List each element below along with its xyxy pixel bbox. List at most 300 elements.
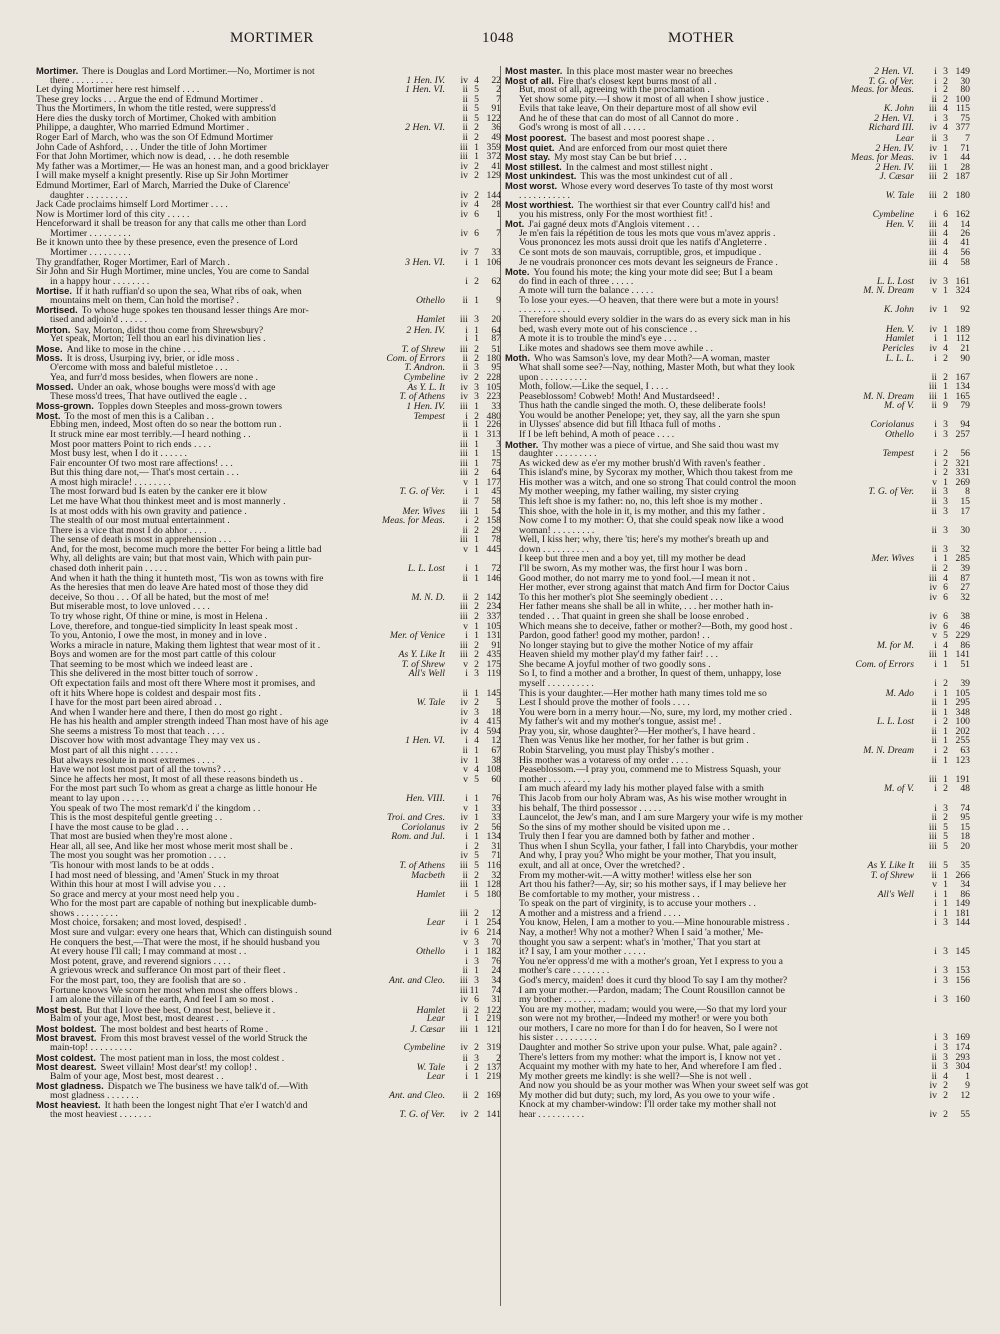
headword: Most bravest. [36, 1033, 97, 1043]
quotation-text: it? I say, I am your mother . . . . . [519, 947, 646, 957]
act-number: i [465, 793, 468, 804]
quotation-text: Robin Starveling, you must play Thisby's mother . [519, 746, 715, 756]
line-number: 71 [960, 142, 970, 153]
quotation-text: You were born in a merry hour.—No, sure, my lord, my mother cried . [519, 707, 792, 718]
quotation-text: Love, therefore, and tongue-tied simplicity In least speak most . [50, 621, 298, 632]
quotation-line [36, 918, 501, 928]
act-number: ii [931, 870, 937, 881]
play-reference: Lear [426, 1071, 445, 1082]
quotation-line [505, 363, 970, 373]
scene-number: 2 [943, 85, 948, 95]
quotation-line [505, 641, 970, 651]
headword: Mortised. [36, 305, 78, 316]
line-number: 324 [955, 286, 970, 296]
act-number: iv [460, 726, 468, 737]
quotation-text: I am much afeard my lady his mother played false with a smith [519, 784, 764, 794]
scene-number: 6 [474, 209, 479, 220]
scene-number: 3 [943, 497, 948, 507]
act-number: i [465, 1062, 468, 1072]
line-number: 180 [955, 190, 970, 201]
quotation-line [36, 660, 501, 670]
quotation-line [505, 1033, 970, 1043]
headword-entry [36, 1053, 501, 1063]
line-number: 202 [955, 726, 970, 737]
line-number: 31 [491, 841, 501, 852]
act-number: i [465, 918, 468, 929]
scene-number: 1 [474, 257, 479, 268]
quotation-line [36, 909, 501, 919]
scene-number: 2 [943, 813, 948, 823]
act-number: iii [928, 171, 937, 181]
play-reference: Hen. VIII. [405, 793, 445, 804]
quotation-line [36, 641, 501, 651]
quotation-line [36, 957, 501, 967]
quotation-line [36, 851, 501, 861]
line-number: 122 [486, 113, 501, 124]
act-number: iii [459, 152, 468, 162]
scene-number: 4 [943, 573, 948, 584]
quotation-line [36, 583, 501, 593]
line-number: 9 [965, 1081, 970, 1091]
play-reference: 2 Hen. VI. [874, 66, 914, 76]
quotation-text: Be it known unto thee by these presence, even the presence of Lord [36, 238, 298, 248]
line-number: 377 [955, 123, 970, 134]
line-number: 594 [486, 726, 501, 737]
line-number: 219 [486, 1071, 501, 1082]
scene-number: 1 [474, 439, 479, 450]
act-number: iv [929, 583, 937, 593]
line-number: 137 [486, 1062, 501, 1072]
headword-entry [505, 66, 970, 76]
act-number: iii [928, 841, 937, 852]
scene-number: 2 [474, 1042, 479, 1053]
scene-number: 6 [474, 228, 479, 239]
line-number: 372 [486, 152, 501, 162]
line-number: 145 [486, 688, 501, 699]
scene-number: 1 [474, 152, 479, 162]
play-reference: M. N. Dream [863, 391, 914, 402]
quotation-line [505, 1005, 970, 1015]
play-reference: Tempest [413, 410, 445, 421]
headword-entry [505, 267, 970, 277]
quotation-text: Be comfortable to my mother, your mistress . . [519, 889, 700, 900]
quotation-text: There's letters from my mother: what the import is, I know not yet . [519, 1052, 781, 1063]
scene-number: 2 [474, 640, 479, 651]
play-reference: Ant. and Cleo. [389, 975, 445, 986]
headword-entry [36, 1005, 501, 1015]
line-number: 153 [955, 966, 970, 976]
act-number: i [934, 679, 937, 689]
act-number: ii [462, 746, 468, 756]
act-number: i [465, 669, 468, 679]
act-number: iii [459, 343, 468, 354]
scene-number: 2 [943, 353, 948, 363]
act-number: ii [462, 1004, 468, 1015]
quotation-line [36, 363, 501, 373]
line-number: 18 [491, 707, 501, 718]
play-reference: 1 Hen. VI. [405, 736, 445, 747]
quotation-line [36, 478, 501, 488]
headword: Mossed. [36, 382, 74, 392]
quotation-text: That most are busied when they're most alone . [50, 832, 233, 842]
play-reference: Troi. and Cres. [387, 813, 445, 823]
scene-number: 2 [943, 746, 948, 756]
quotation-line [36, 373, 501, 383]
act-number: i [934, 899, 937, 909]
quotation-text: Je m'en fais la répétition de tous les mots que vous m'avez appris . [519, 228, 776, 239]
line-number: 26 [960, 228, 970, 239]
act-number: i [934, 908, 937, 919]
scene-number: 2 [943, 75, 948, 86]
quotation-line [36, 526, 501, 536]
quotation-line [36, 171, 501, 181]
quotation-line [36, 602, 501, 612]
act-number: iii [928, 257, 937, 268]
quotation-text: I am alone the villain of the earth, And feel I am so most . [50, 995, 274, 1005]
act-number: iv [460, 171, 468, 181]
line-number: 1 [965, 1071, 970, 1082]
play-reference: T. G. of Ver. [868, 75, 914, 86]
quotation-text: O'ercome with moss and baleful mistletoe . . . [50, 362, 228, 373]
act-number: iii [928, 860, 937, 871]
quotation-line [36, 210, 501, 220]
quotation-text: hear . . . . . . . . . . [519, 1110, 585, 1120]
quotation-text: He conquers the best,—That were the most, if he should husband you [50, 937, 320, 948]
quotation-text: Within this hour at most I will advise you . . . [50, 880, 226, 890]
play-reference: 1 Hen. IV. [406, 75, 445, 86]
scene-number: 4 [943, 219, 948, 229]
act-number: i [465, 736, 468, 747]
scene-number: 1 [474, 544, 479, 555]
line-number: 20 [960, 841, 970, 852]
headword-entry [505, 181, 970, 191]
scene-number: 1 [943, 707, 948, 718]
scene-number: 2 [943, 564, 948, 574]
quotation-text: God's wrong is most of all . . . . . [519, 123, 646, 134]
line-number: 7 [496, 228, 501, 239]
quotation-text: This left shoe is my father: no, no, this left shoe is my mother . [519, 497, 763, 507]
quotation-line [505, 995, 970, 1005]
play-reference: T. G. of Ver. [399, 487, 445, 498]
quotation-text: exult, and all at once, Over the wretched? . [519, 860, 685, 871]
quotation-text: The most forward bud Is eaten by the canker ere it blow [50, 487, 268, 498]
quotation-line [505, 976, 970, 986]
line-number: 180 [486, 353, 501, 363]
quotation-text: I have the most cause to be glad . . . [50, 822, 189, 833]
quotation-text: For the most part such To whom as great a charge as little honour He [50, 784, 317, 794]
quotation-line [36, 507, 501, 517]
act-number: ii [462, 497, 468, 507]
act-number: iv [929, 305, 937, 316]
play-reference: 2 Hen. IV. [875, 161, 914, 172]
act-number: i [934, 554, 937, 565]
act-number: iii [459, 506, 468, 517]
scene-number: 1 [943, 286, 948, 296]
line-number: 177 [486, 477, 501, 488]
play-reference: Hamlet [885, 334, 914, 344]
headword-entry [505, 76, 970, 86]
scene-number: 4 [474, 200, 479, 210]
line-number: 134 [486, 832, 501, 842]
quotation-text: I am your mother.—Pardon, madam; The Count Rousillon cannot be [519, 985, 785, 996]
play-reference: Meas. for Meas. [382, 516, 445, 526]
act-number: iii [459, 908, 468, 919]
headword-entry [505, 219, 970, 229]
quotation-line [36, 1072, 501, 1082]
play-reference: Tempest [882, 449, 914, 459]
line-number: 39 [960, 679, 970, 689]
headword-entry [505, 171, 970, 181]
quotation-text: Whose every word deserves To taste of thy most worst [561, 181, 774, 191]
line-number: 7 [496, 94, 501, 105]
act-number: ii [462, 1052, 468, 1063]
act-number: i [934, 75, 937, 86]
quotation-line [505, 258, 970, 268]
quotation-line [36, 832, 501, 842]
act-number: i [934, 420, 937, 430]
play-reference: Richard III. [868, 123, 914, 134]
play-reference: Meas. for Meas. [851, 152, 914, 162]
headword: Mote. [505, 267, 530, 277]
quotation-text: J'ai gagné deux mots d'Anglois vitement . . . [528, 220, 700, 229]
act-number: ii [931, 736, 937, 747]
act-number: iii [928, 247, 937, 258]
scene-number: 5 [943, 841, 948, 852]
quotation-text: You speak of two The most remark'd i' the kingdom . . [50, 803, 261, 814]
quotation-text: Nay, a mother! Why not a mother? When I said 'a mother,' Me- [519, 928, 764, 938]
quotation-text: Balm of your age, Most best, most dearest . . [50, 1071, 224, 1082]
scene-number: 2 [474, 171, 479, 181]
quotation-text: If I be left behind, A moth of peace . . . . [519, 429, 675, 440]
quotation-text: What shall some see?—Nay, nothing, Master Moth, but what they look [519, 362, 795, 373]
act-number: iii [459, 880, 468, 890]
quotation-text: A most high miracle! . . . . . . . . [50, 477, 171, 488]
quotation-line [505, 689, 970, 699]
quotation-text: Sweet villain! Most dear'st! my collop! . [100, 1063, 257, 1072]
quotation-text: Good mother, do not marry me to yond fool.—I mean it not . [519, 573, 756, 584]
scene-number: 2 [943, 372, 948, 383]
line-number: 269 [955, 477, 970, 488]
quotation-line [36, 650, 501, 660]
quotation-text: But that I love thee best, O most best, believe it . [86, 1005, 276, 1015]
quotation-line [505, 296, 970, 306]
act-number: iii [928, 219, 937, 229]
line-number: 175 [486, 659, 501, 670]
quotation-text: in Ulysses' absence did but fill Ithaca full of moths . [519, 420, 721, 430]
line-number: 24 [491, 966, 501, 976]
scene-number: 1 [474, 755, 479, 766]
scene-number: 1 [474, 477, 479, 488]
scene-number: 1 [474, 880, 479, 890]
quotation-text: There is a vice that most I do abhor . . . . [50, 525, 207, 536]
line-number: 34 [960, 880, 970, 890]
act-number: i [465, 324, 468, 335]
quotation-line [36, 459, 501, 469]
quotation-line [36, 315, 501, 325]
scene-number: 3 [474, 707, 479, 718]
headword-entry [36, 411, 501, 421]
line-number: 91 [491, 640, 501, 651]
quotation-text: From this most bravest vessel of the world Struck the [100, 1034, 308, 1043]
quotation-text: Topples down Steeples and moss-grown towers [97, 402, 282, 411]
line-number: 32 [491, 870, 501, 881]
quotation-line [505, 736, 970, 746]
scene-number: 3 [943, 918, 948, 929]
scene-number: 3 [943, 66, 948, 76]
quotation-line [505, 382, 970, 392]
line-number: 3 [496, 439, 501, 450]
quotation-text: His mother was a witch, and one so strong That could control the moon [519, 477, 796, 488]
quotation-text: To lose your eyes.—O heaven, that there were but a mote in yours! [519, 295, 779, 306]
act-number: i [934, 113, 937, 124]
line-number: 116 [486, 860, 501, 871]
act-number: iv [460, 247, 468, 258]
quotation-text: Like motes and shadows see them move awhile . . [519, 343, 713, 354]
quotation-text: our mothers, I care no more for than I do for heaven, So I were not [519, 1023, 778, 1034]
line-number: 36 [491, 123, 501, 134]
quotation-line [505, 660, 970, 670]
scene-number: 2 [474, 123, 479, 134]
quotation-text: Therefore should every soldier in the wars do as every sick man in his [519, 315, 791, 325]
quotation-line [505, 899, 970, 909]
quotation-line [505, 583, 970, 593]
act-number: i [934, 717, 937, 727]
headword: Mortise. [36, 286, 72, 296]
quotation-line [505, 305, 970, 315]
quotation-line [505, 1072, 970, 1082]
scene-number: 1 [474, 803, 479, 814]
quotation-line [505, 95, 970, 105]
headword-entry [36, 1081, 501, 1091]
act-number: ii [931, 372, 937, 383]
quotation-text: Her mother, ever strong against that match And firm for Doctor Caius [519, 583, 790, 593]
line-number: 108 [486, 765, 501, 775]
quotation-text: You are my mother, madam; would you were,—So that my lord your [519, 1004, 787, 1015]
line-number: 105 [955, 688, 970, 699]
play-reference: 2 Hen. IV. [875, 142, 914, 153]
scene-number: 3 [474, 975, 479, 986]
act-number: iv [929, 1110, 937, 1120]
headword: Most heaviest. [36, 1100, 101, 1111]
line-number: 22 [491, 75, 501, 86]
quotation-text: down . . . . . . . . . . [519, 544, 589, 555]
scene-number: 2 [474, 698, 479, 708]
quotation-text: If it hath ruffian'd so upon the sea, What ribs of oak, when [75, 287, 302, 296]
quotation-line [505, 708, 970, 718]
quotation-text: These moss'd trees, That have outlived the eagle . . [50, 391, 247, 402]
act-number: i [465, 410, 468, 421]
scene-number: 1 [474, 966, 479, 976]
line-number: 149 [955, 66, 970, 76]
quotation-text: Peaseblossom! Cobweb! Moth! And Mustardseed! . [519, 391, 720, 402]
quotation-line [36, 123, 501, 133]
play-reference: M. of V. [884, 784, 914, 794]
quotation-text: Fair encounter Of two most rare affections! . . . [50, 458, 233, 469]
quotation-line [36, 1110, 501, 1120]
scene-number: 9 [943, 401, 948, 411]
act-number: ii [462, 966, 468, 976]
line-number: 228 [486, 372, 501, 383]
quotation-text: Roger Earl of March, who was the son Of Edmund Mortimer [36, 133, 274, 143]
line-number: 285 [955, 554, 970, 565]
scene-number: 3 [474, 956, 479, 967]
act-number: iv [929, 621, 937, 632]
quotation-text: Knock at my chamber-window: I'll order take my mother shall not [519, 1100, 777, 1111]
line-number: 234 [486, 602, 501, 612]
act-number: i [934, 784, 937, 794]
quotation-text: I have for the most part been aired abroad . . [50, 698, 222, 708]
line-number: 182 [486, 947, 501, 957]
line-number: 1 [496, 209, 501, 220]
quotation-line [505, 104, 970, 114]
quotation-text: Truly then I fear you are damned both by father and mother . [519, 832, 755, 842]
act-number: v [463, 765, 468, 775]
act-number: ii [462, 362, 468, 373]
scene-number: 1 [474, 142, 479, 153]
scene-number: 2 [474, 372, 479, 383]
act-number: iii [928, 650, 937, 660]
play-reference: Cymbeline [403, 372, 445, 383]
act-number: iii [928, 391, 937, 402]
act-number: i [934, 85, 937, 95]
line-number: 60 [491, 774, 501, 785]
play-reference: K. John [883, 305, 914, 316]
line-number: 161 [955, 276, 970, 287]
quotation-line [505, 823, 970, 833]
page-number: 1048 [482, 30, 514, 46]
quotation-text: And why, I pray you? Who might be your mother, That you insult, [519, 851, 777, 861]
quotation-line [36, 947, 501, 957]
scene-number: 3 [943, 113, 948, 124]
scene-number: 2 [474, 276, 479, 287]
play-reference: Lear [426, 1014, 445, 1024]
act-number: iv [460, 813, 468, 823]
act-number: i [465, 334, 468, 344]
line-number: 64 [491, 324, 501, 335]
quotation-line [505, 1043, 970, 1053]
act-number: ii [462, 1090, 468, 1101]
quotation-line [36, 334, 501, 344]
quotation-line [36, 258, 501, 268]
scene-number: 1 [474, 458, 479, 469]
quotation-text: Evils that take leave, On their departure most of all show evil [519, 104, 757, 114]
act-number: ii [462, 525, 468, 536]
act-number: i [934, 640, 937, 651]
quotation-text: To try whose right, Of thine or mine, is most in Helena . [50, 611, 268, 622]
play-reference: L. L. L. [885, 353, 914, 363]
quotation-text: My mother greets me kindly: is she well?—She is not well . [519, 1071, 752, 1082]
line-number: 80 [960, 85, 970, 95]
act-number: iii [928, 190, 937, 201]
play-reference: M. N. Dream [863, 286, 914, 296]
quotation-text: This she delivered in the most bitter touch of sorrow . [50, 669, 258, 679]
act-number: iii [459, 640, 468, 651]
quotation-line [505, 832, 970, 842]
scene-number: 1 [474, 688, 479, 699]
scene-number: 2 [474, 602, 479, 612]
play-reference: Macbeth [411, 870, 445, 881]
quotation-text: my brother . . . . . . . . . [519, 995, 606, 1005]
quotation-line [505, 191, 970, 201]
quotation-line [36, 516, 501, 526]
quotation-line [36, 95, 501, 105]
line-number: 255 [955, 736, 970, 747]
line-number: 64 [491, 468, 501, 478]
scene-number: 1 [943, 736, 948, 747]
act-number: i [934, 334, 937, 344]
line-number: 162 [955, 209, 970, 220]
quotation-line [505, 468, 970, 478]
